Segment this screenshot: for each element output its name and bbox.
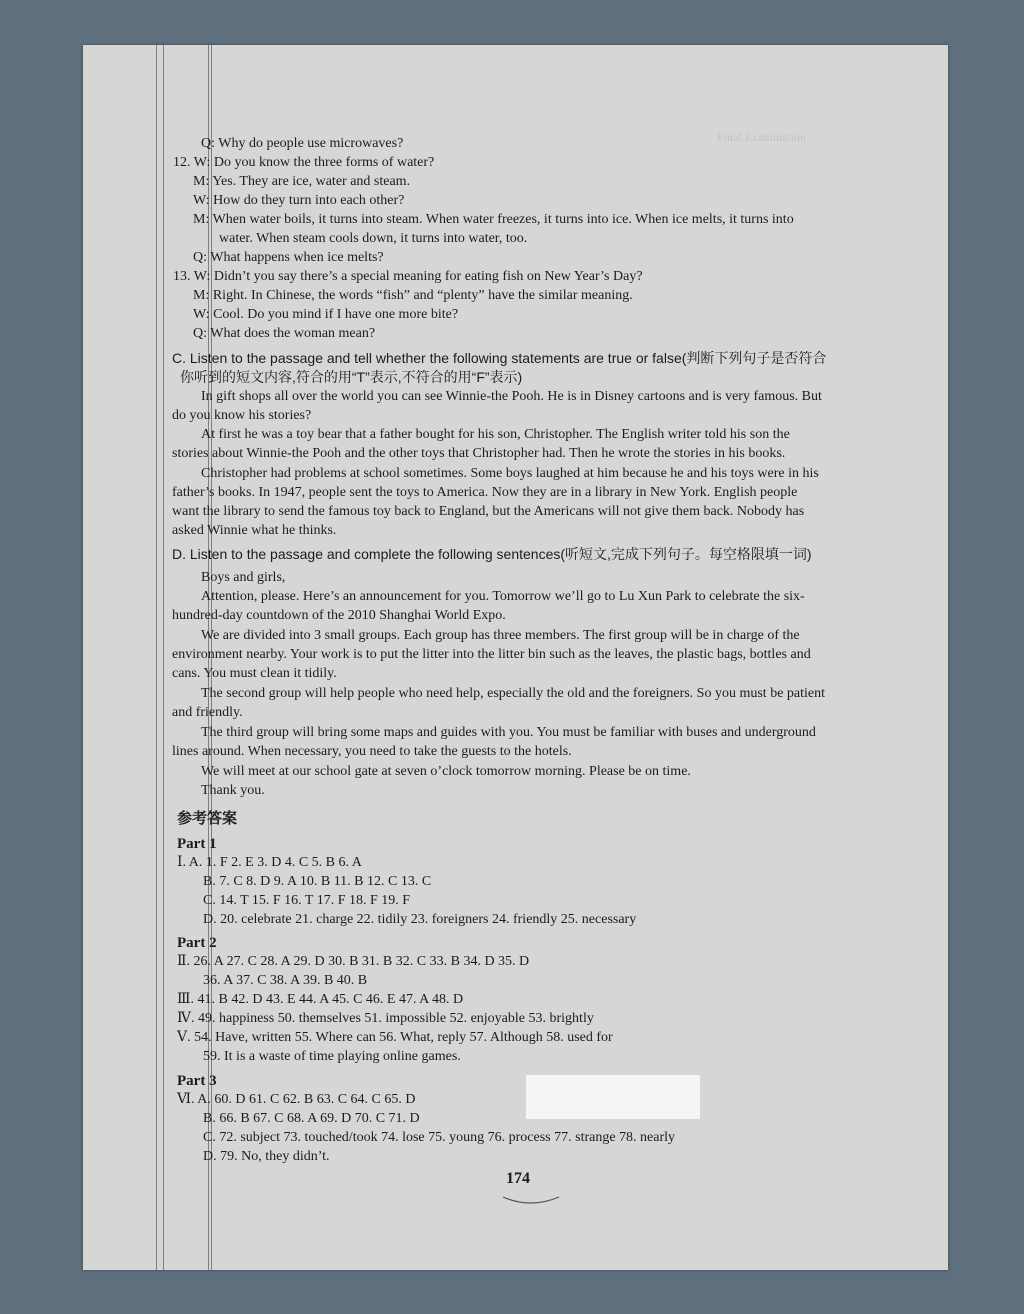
binding-line bbox=[163, 45, 164, 1270]
text-line: 12. W: Do you know the three forms of water? bbox=[173, 155, 435, 170]
text-line: 13. W: Didn’t you say there’s a special meaning for eating fish on New Year’s Day? bbox=[173, 269, 643, 284]
part-3-heading: Part 3 bbox=[177, 1073, 217, 1089]
text-line: hundred-day countdown of the 2010 Shanghai World Expo. bbox=[172, 608, 506, 623]
text-line: Q: Why do people use microwaves? bbox=[201, 136, 404, 151]
answer-line: Ⅳ. 49. happiness 50. themselves 51. impossible 52. enjoyable 53. brightly bbox=[177, 1011, 594, 1026]
text-line: We will meet at our school gate at seven o’clock tomorrow morning. Please be on time. bbox=[201, 764, 691, 779]
answer-line: D. 20. celebrate 21. charge 22. tidily 23. foreigners 24. friendly 25. necessary bbox=[203, 912, 637, 927]
text-line: environment nearby. Your work is to put the litter into the litter bin such as the leaves, the plastic bags, bottles and bbox=[172, 647, 811, 662]
redaction-box bbox=[526, 1075, 700, 1119]
text-line: M: Right. In Chinese, the words “fish” and “plenty” have the similar meaning. bbox=[193, 288, 633, 303]
text-line: In gift shops all over the world you can see Winnie-the Pooh. He is in Disney cartoons and is very famous. But bbox=[201, 389, 822, 404]
text-line: want the library to send the famous toy back to England, but the Americans will not give them back. Nobody has bbox=[172, 504, 805, 519]
answer-line: Ⅵ. A. 60. D 61. C 62. B 63. C 64. C 65. D bbox=[177, 1092, 416, 1107]
text-line: cans. You must clean it tidily. bbox=[172, 666, 337, 681]
text-line: The second group will help people who need help, especially the old and the foreigners. So you must be patient bbox=[201, 686, 826, 701]
text-line: Thank you. bbox=[201, 783, 265, 798]
text-line: Boys and girls, bbox=[201, 570, 286, 585]
answer-line: B. 7. C 8. D 9. A 10. B 11. B 12. C 13. C bbox=[203, 874, 432, 889]
section-heading-d: D. Listen to the passage and complete the following sentences(听短文,完成下列句子。每空格限填一词) bbox=[172, 546, 812, 562]
text-line: The third group will bring some maps and guides with you. You must be familiar with buses and underground bbox=[201, 725, 816, 740]
text-line: W: How do they turn into each other? bbox=[193, 193, 405, 208]
page-number-swash-icon bbox=[501, 1193, 561, 1207]
text-line: Attention, please. Here’s an announcement for you. Tomorrow we’ll go to Lu Xun Park to celebrate the six- bbox=[201, 589, 805, 604]
text-line: stories about Winnie-the Pooh and the other toys that Christopher had. Then he wrote the stories in his books. bbox=[172, 446, 786, 461]
section-heading-c: C. Listen to the passage and tell whether the following statements are true or false(判断下列句子是否符合 bbox=[172, 350, 827, 366]
text-line: father’s books. In 1947, people sent the toys to America. Now they are in a library in New York. English people bbox=[172, 485, 798, 500]
text-line: M: Yes. They are ice, water and steam. bbox=[193, 174, 411, 189]
part-2-heading: Part 2 bbox=[177, 935, 217, 951]
answer-line: C. 72. subject 73. touched/took 74. lose 75. young 76. process 77. strange 78. nearly bbox=[203, 1130, 676, 1145]
answer-line: Ⅲ. 41. B 42. D 43. E 44. A 45. C 46. E 47. A 48. D bbox=[177, 992, 464, 1007]
text-line: W: Cool. Do you mind if I have one more bite? bbox=[193, 307, 459, 322]
text-line: Q: What does the woman mean? bbox=[193, 326, 376, 341]
answer-line: Ⅱ. 26. A 27. C 28. A 29. D 30. B 31. B 32. C 33. B 34. D 35. D bbox=[177, 954, 530, 969]
text-line: lines around. When necessary, you need to take the guests to the hotels. bbox=[172, 744, 572, 759]
answer-line: Ⅰ. A. 1. F 2. E 3. D 4. C 5. B 6. A bbox=[177, 855, 362, 870]
text-line: We are divided into 3 small groups. Each group has three members. The first group will be in charge of the bbox=[201, 628, 800, 643]
part-1-heading: Part 1 bbox=[177, 836, 217, 852]
text-line: asked Winnie what he thinks. bbox=[172, 523, 337, 538]
text-line: Christopher had problems at school sometimes. Some boys laughed at him because he and his toys were in his bbox=[201, 466, 819, 481]
text-line: Q: What happens when ice melts? bbox=[193, 250, 384, 265]
answer-line: 36. A 37. C 38. A 39. B 40. B bbox=[203, 973, 368, 988]
binding-line bbox=[156, 45, 157, 1270]
answer-line: D. 79. No, they didn’t. bbox=[203, 1149, 330, 1164]
text-line: and friendly. bbox=[172, 705, 243, 720]
page-number: 174 bbox=[506, 1170, 530, 1187]
document-page: Final Examination Q: Why do people use microwaves? 12. W: Do you know the three forms of water? M: Yes. They are ice, water and steam. W: How do they turn into each other? M: When water boils, it turns into steam. When water freezes, it turns into ice. When ice melts, it turns into water. When steam cools down, it turns into water, too. Q: What happens when ice melts? 13. W: Didn’t you say there’s a special meaning for eating fish on New Year’s Day? M: Right. In Chinese, the words “fish” and “plenty” have the similar meaning. W: Cool. Do you mind if I have one more bite? Q: What does the woman mean? C. Listen to the passage and tell whether the following statements are true or false(判断下列句子是否符合 你听到的短文内容,符合的用“T”表示,不符合的用“F”表示) In gift shops all over the world you can see Winnie-the Pooh. He is in Disney cartoons and is very famous. But do you know his stories? At first he was a toy bear that a father bought for his son, Christopher. The English writer told his son the stories about Winnie-the Pooh and the other toys that Christopher had. Then he wrote the stories in his books. Christopher had problems at school sometimes. Some boys laughed at him because he and his toys were in his father’s books. In 1947, people sent the toys to America. Now they are in a library in New York. English people want the library to send the famous toy back to England, but the Americans will not give them back. Nobody has asked Winnie what he thinks. D. Listen to the passage and complete the following sentences(听短文,完成下列句子。每空格限填一词) Boys and girls, Attention, please. Here’s an announcement for you. Tomorrow we’ll go to Lu Xun Park to celebrate the six- hundred-day countdown of the 2010 Shanghai World Expo. We are divided into 3 small groups. Each group has three members. The first group will be in charge of the environment nearby. Your work is to put the litter into the litter bin such as the leaves, the plastic bags, bottles and cans. You must clean it tidily. The second group will help people who need help, especially the old and the foreigners. So you must be patient and friendly. The third group will bring some maps and guides with you. You must be familiar with buses and underground lines around. When necessary, you need to take the guests to the hotels. We will meet at our school gate at seven o’clock tomorrow morning. Please be on time. Thank you. 参考答案 Part 1 Ⅰ. A. 1. F 2. E 3. D 4. C 5. B 6. A B. 7. C 8. D 9. A 10. B 11. B 12. C 13. C C. 14. T 15. F 16. T 17. F 18. F 19. F D. 20. celebrate 21. charge 22. tidily 23. foreigners 24. friendly 25. necessary Part 2 Ⅱ. 26. A 27. C 28. A 29. D 30. B 31. B 32. C 33. B 34. D 35. D 36. A 37. C 38. A 39. B 40. B Ⅲ. 41. B 42. D 43. E 44. A 45. C 46. E 47. A 48. D Ⅳ. 49. happiness 50. themselves 51. impossible 52. enjoyable 53. brightly Ⅴ. 54. Have, written 55. Where can 56. What, reply 57. Although 58. used for 59. It is a waste of time playing online games. Part 3 Ⅵ. A. 60. D 61. C 62. B 63. C 64. C 65. D B. 66. B 67. C 68. A 69. D 70. C 71. D C. 72. subject 73. touched/took 74. lose 75. young 76. process 77. strange 78. nearly D. 79. No, they didn’t. 174 bbox=[83, 45, 948, 1270]
answer-line: 59. It is a waste of time playing online games. bbox=[203, 1049, 461, 1064]
section-heading-c-cont: 你听到的短文内容,符合的用“T”表示,不符合的用“F”表示) bbox=[180, 369, 523, 385]
text-line: At first he was a toy bear that a father bought for his son, Christopher. The English writer told his son the bbox=[201, 427, 790, 442]
text-line: do you know his stories? bbox=[172, 408, 312, 423]
answer-line: Ⅴ. 54. Have, written 55. Where can 56. What, reply 57. Although 58. used for bbox=[177, 1030, 613, 1045]
answer-line: C. 14. T 15. F 16. T 17. F 18. F 19. F bbox=[203, 893, 411, 908]
text-line: M: When water boils, it turns into steam. When water freezes, it turns into ice. When ice melts, it turns into bbox=[193, 212, 794, 227]
answer-key-title: 参考答案 bbox=[177, 811, 238, 827]
answer-line: B. 66. B 67. C 68. A 69. D 70. C 71. D bbox=[203, 1111, 420, 1126]
text-line: water. When steam cools down, it turns into water, too. bbox=[219, 231, 528, 246]
